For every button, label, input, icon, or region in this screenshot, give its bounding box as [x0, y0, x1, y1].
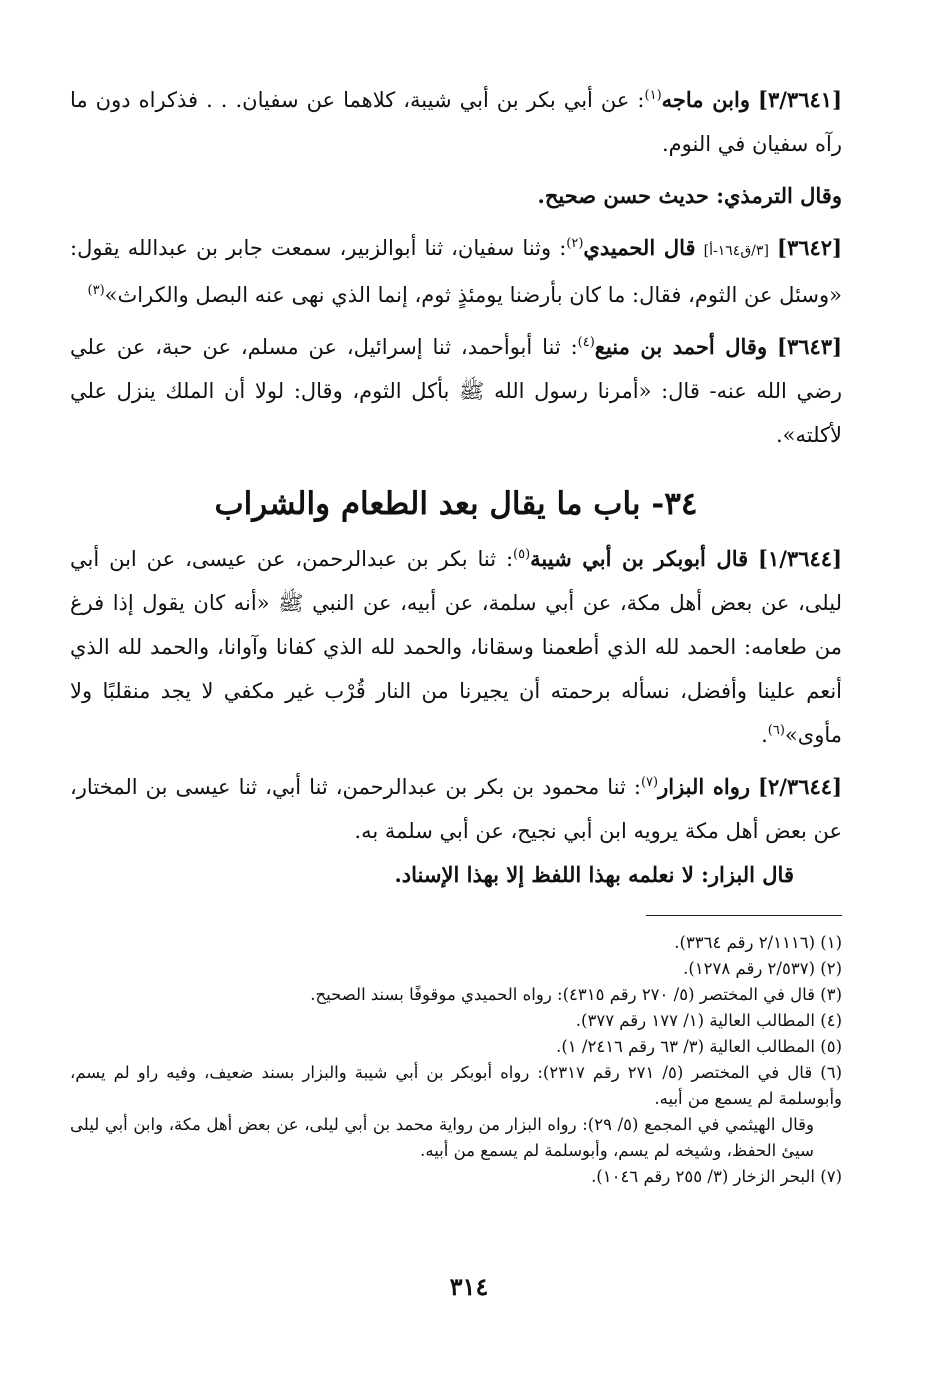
hadith-text: : ثنا بكر بن عبدالرحمن، عن عيسى، عن ابن أبي ليلى، عن بعض أهل مكة، عن أبي سلمة، عن أبيه، عن النبي ﷺ «أنه كان يقول إذا فرغ من طعامه: الحمد لله الذي أطعمنا وسقانا، والحمد لله الذي كفانا وآوانا، والحمد لله الذي أنعم علينا وأفضل، نسأله برحمته أن يجيرنا من النار قُرْب غير مكفي لا يجد منقلبًا ولا مأوى» — [70, 547, 842, 747]
hadith-entry-3643 — [70, 325, 842, 457]
manuscript-ref: [٣/ق١٦٤-أ] — [703, 243, 769, 259]
hadith-entry-3642 — [70, 226, 842, 317]
hadith-text: : ثنا أبوأحمد، ثنا إسرائيل، عن مسلم، عن حبة، عن علي رضي الله عنه- قال: «أمرنا رسول الله ﷺ بأكل الثوم، وقال: لولا أن الملك ينزل علي لأكلته». — [70, 335, 842, 447]
hadith-entry-3644-1 — [70, 537, 842, 757]
footnote-divider — [646, 915, 842, 916]
hadith-number: [٢/٣٦٤٤] — [758, 774, 842, 799]
bazzar-note: قال البزار: لا نعلمه بهذا اللفظ إلا بهذا الإسناد. — [394, 862, 794, 887]
hadith-tail: . — [761, 723, 768, 747]
hadith-author: قال أبوبكر بن أبي شيبة — [530, 546, 749, 571]
footnote-ref[interactable]: (٦) — [767, 723, 785, 738]
hadith-text: : عن أبي بكر بن أبي شيبة، كلاهما عن سفيان. . . فذكراه دون ما رآه سفيان في النوم. — [70, 88, 842, 156]
hadith-number: [١/٣٦٤٤] — [758, 546, 842, 571]
footnote-6: (٦) قال في المختصر (٥/ ٢٧١ رقم ٢٣١٧): رواه أبوبكر بن أبي شيبة والبزار بسند ضعيف، وفيه راو لم يسم، وأبوسلمة لم يسمع من أبيه. — [70, 1063, 843, 1108]
tirmidhi-note — [70, 174, 842, 218]
footnote-ref[interactable]: (١) — [644, 88, 662, 103]
footnote-5: (٥) المطالب العالية (٣/ ٦٣ رقم ٢٤١٦/ ١). — [556, 1037, 842, 1056]
footnote-ref[interactable]: (٧) — [640, 775, 659, 790]
tirmidhi-grading: وقال الترمذي: حديث حسن صحيح. — [537, 183, 842, 208]
chapter-title: ٣٤- باب ما يقال بعد الطعام والشراب — [214, 486, 698, 522]
footnote-1: (١) (٢/١١١٦ رقم ٣٣٦٤). — [674, 933, 842, 952]
footnote-6-continued: وقال الهيثمي في المجمع (٥/ ٢٩): رواه البزار من رواية محمد بن أبي ليلى، عن بعض أهل مكة، وابن أبي ليلى سيئ الحفظ، وشيخه لم يسم، وأبوسلمة لم يسمع من أبيه. — [70, 1115, 815, 1160]
page-number: ٣١٤ — [449, 1272, 489, 1301]
footnote-4: (٤) المطالب العالية (١/ ١٧٧ رقم ٣٧٧). — [575, 1011, 842, 1030]
hadith-text: : ثنا محمود بن بكر بن عبدالرحمن، ثنا أبي، ثنا عيسى بن المختار، عن بعض أهل مكة يرويه ابن أبي نجيح، عن أبي سلمة به. — [70, 775, 842, 843]
hadith-entry-3641-3 — [70, 78, 842, 166]
hadith-number: [٣/٣٦٤١] — [758, 87, 842, 112]
hadith-entry-3644-2 — [70, 765, 842, 897]
footnote-7: (٧) البحر الزخار (٣/ ٢٥٥ رقم ١٠٤٦). — [591, 1167, 842, 1186]
footnotes — [70, 930, 842, 1190]
footnote-3: (٣) قال في المختصر (٥/ ٢٧٠ رقم ٤٣١٥): رواه الحميدي موقوفًا بسند الصحيح. — [310, 985, 842, 1004]
hadith-author: رواه البزار — [658, 774, 751, 799]
footnote-ref[interactable]: (٢) — [566, 236, 584, 251]
hadith-number: [٣٦٤٢] — [777, 235, 842, 260]
hadith-number: [٣٦٤٣] — [777, 334, 842, 359]
hadith-author: قال الحميدي — [583, 235, 696, 260]
footnote-ref[interactable]: (٣) — [87, 283, 105, 298]
hadith-author: وابن ماجه — [661, 87, 751, 112]
footnote-2: (٢) (٢/٥٣٧ رقم ١٢٧٨). — [683, 959, 842, 978]
footnote-ref[interactable]: (٥) — [513, 547, 531, 562]
footnote-ref[interactable]: (٤) — [577, 335, 595, 350]
hadith-author: وقال أحمد بن منيع — [594, 334, 768, 359]
hadith-text: : وثنا سفيان، ثنا أبوالزبير، سمعت جابر بن عبدالله يقول: «وسئل عن الثوم، فقال: ما كان بأرضنا يومئذٍ ثوم، إنما الذي نهى عنه البصل والكراث» — [70, 236, 842, 307]
